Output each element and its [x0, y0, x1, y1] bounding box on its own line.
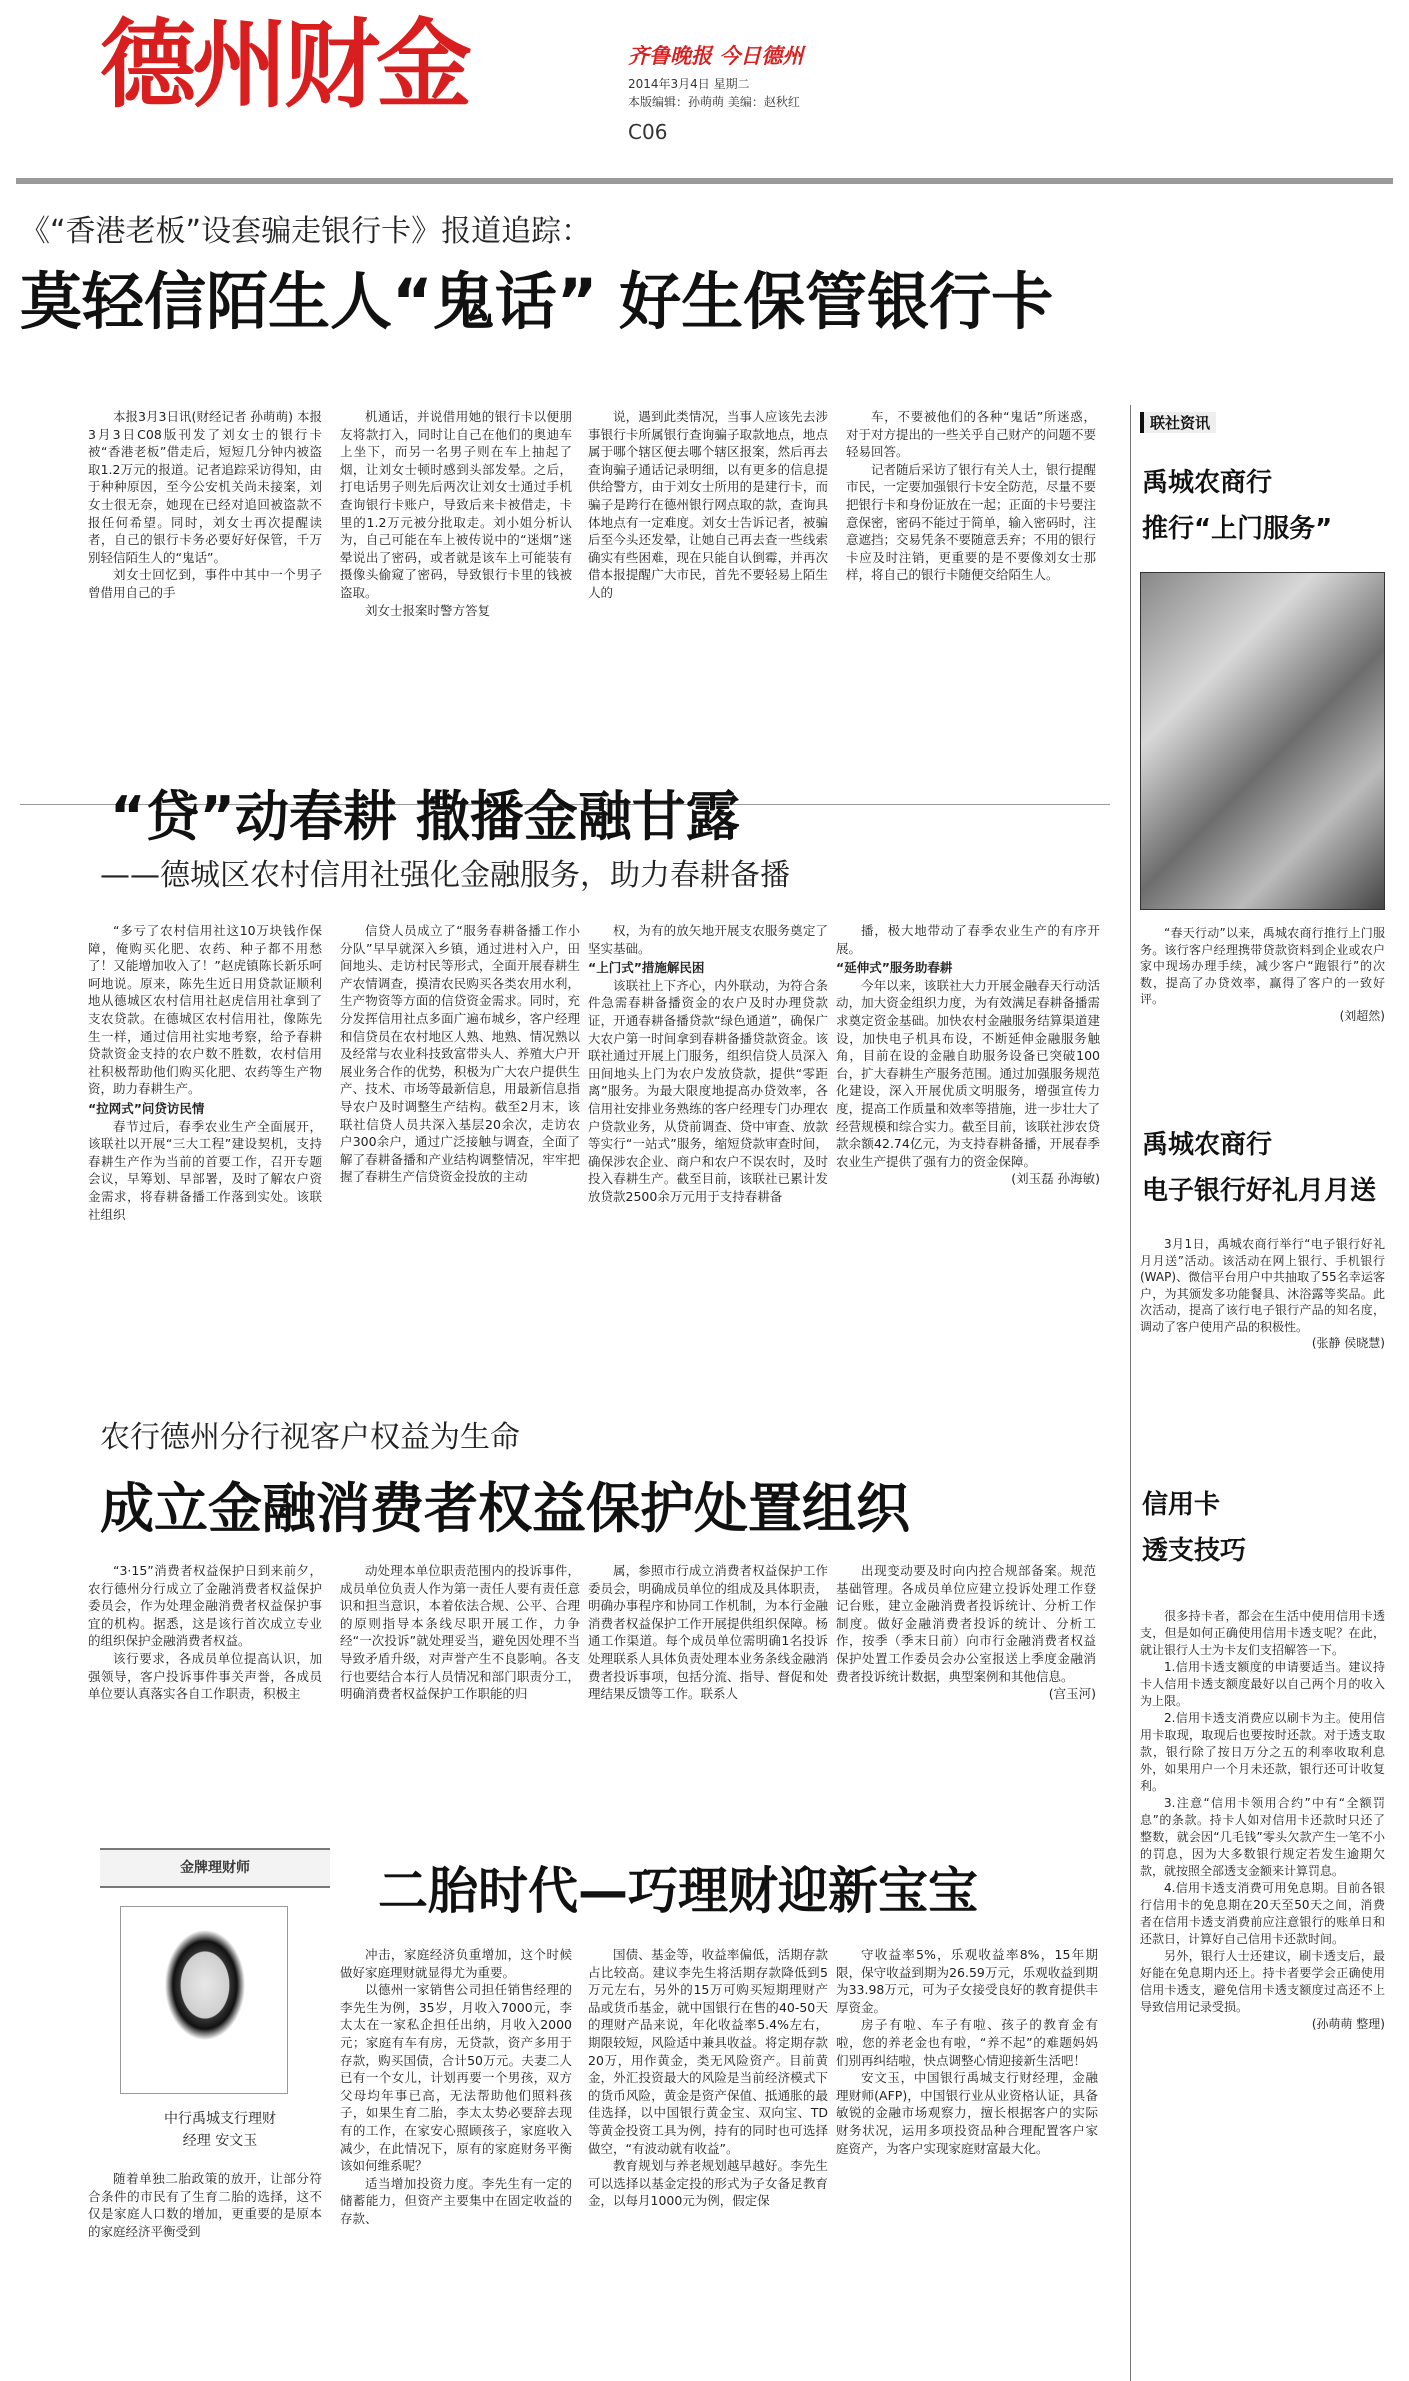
author-portrait: [120, 1906, 288, 2094]
article4-col3: 守收益率5%，乐观收益率8%，15年期限，保守收益到期为26.59万元，乐观收益到期为33.98万元，可为子女接受良好的教育提供丰厚资金。 房子有啦、车子有啦、孩子的教育金有啦，您的养老金也有啦，“养不起”的难题妈妈们别再纠结啦，快点调整心情迎接新生活吧！ 安文玉，中国银行禹城支行财经理，金融理财师(AFP)，中国银行业从业资格认证，具备敏锐的金融市场观察力，擅长根据客户的实际财务状况，运用多项投资品种合理配置客户家庭资产，为客户实现家庭财富最大化。: [836, 1947, 1098, 2156]
article2-col2: 信贷人员成立了“服务春耕备播工作小分队”早早就深入乡镇，通过进村入户，田间地头、走访村民等形式，全面开展春耕生产农情调查，摸清农民购买各类农用水利，生产物资等方面的信贷资金需求。同时，充分发挥信用社点多面广遍布城乡，客户经理和信贷员在农村地区人熟、地熟、情况熟以及经常与农业科技致富带头人、养殖大户开展业务合作的优势，积极为广大农户提供生产、技术、市场等最新信息，用最新信息指导农户及时调整生产结构。截至2月末，该联社信贷人员共深入基层20余次，走访农户300余户，通过广泛接触与调查，全面了解了春耕备播和产业结构调整情况，牢牢把握了春耕生产信贷资金投放的主动: [340, 923, 580, 1185]
masthead-title: 德州财金: [100, 8, 468, 121]
article3-col3: 属，参照市行成立消费者权益保护工作委员会，明确成员单位的组成及具体职责，明确办事程序和协同工作机制，为本行金融消费者权益保护工作开展提供组织保障。杨通工作渠道。每个成员单位需明确1名投诉处理联系人具体负责处理本业务条线金融消费者投诉事项，包括分流、指导、督促和处理结果反馈等工作。联系人: [588, 1563, 828, 1702]
article1-col1: 本报3月3日讯(财经记者 孙萌萌) 本报3月3日C08版刊发了刘女士的银行卡被“香港老板”借走后，短短几分钟内被盗取1.2万元的报道。记者追踪采访得知，由于种种原因，至今公安机关尚未接案，刘女士很无奈，她现在已经对追回被盗款不报任何希望。同时，刘女士再次提醒读者，自己的银行卡务必要好好保管，千万别轻信陌生人的“鬼话”。 刘女士回忆到，事件中其中一个男子曾借用自己的手: [88, 409, 322, 600]
column-banner: 金牌理财师: [100, 1848, 330, 1888]
editors-credit: 本版编辑：孙萌萌 美编：赵秋红: [628, 95, 800, 109]
sidebar-story1-title2: 推行“上门服务”: [1142, 514, 1333, 544]
article3-col1: “3·15”消费者权益保护日到来前夕，农行德州分行成立了金融消费者权益保护委员会，作为处理金融消费者权益保护事宜的机构。据悉，这是该行首次成立专业的组织保护金融消费者权益。 该行要求，各成员单位提高认识，加强领导，客户投诉事件事关声誉，各成员单位要认真落实各自工作职责，积极主: [88, 1563, 322, 1702]
article3-byline: (宫玉河): [1048, 1686, 1096, 1702]
newspaper-brand: 齐鲁晚报 今日德州: [628, 43, 804, 68]
article4-col2: 国债、基金等，收益率偏低，活期存款占比较高。建议李先生将活期存款降低到5万元左右，另外的15万可购买短期理财产品或货币基金，就中国银行在售的40-50天的理财产品来说，年化收益率5.4%左右，期限较短，风险适中兼具收益。将定期存款20万，用作黄金，类无风险资产。目前黄金，外汇投资最大的风险是当前经济模式下的货币风险，黄金是资产保值、抵通胀的最佳选择，以中国银行黄金宝、双向宝、TD等黄金投资工具为例，持有的同时也可选择做空，“有波动就有收益”。 教育规划与养老规划越早越好。李先生可以选择以基金定投的形式为子女备足教育金，以每月1000元为例，假定保: [588, 1947, 828, 2209]
article2-col4: 播，极大地带动了春季农业生产的有序开展。 “延伸式”服务助春耕 今年以来，该联社大力开展金融春天行动活动，加大资金组织力度，为有效满足春耕备播需求奠定资金基础。加快农村金融服务结算渠道建设，加快电子机具布设，不断延伸金融服务触角，目前在设的金融自助服务设备已突破100台，扩大春耕生产服务范围。通过加强服务规范化建设，深入开展优质文明服务，增强宣传力度，提高工作质量和效率等措施，进一步壮大了经营规模和综合实力。截至目前，该联社涉农贷款余额42.74亿元，为支持春耕备播，开展春季农业生产提供了强有力的资金保障。 (刘玉磊 孙海敏): [836, 923, 1100, 1187]
article4-col0: 随着单独二胎政策的放开，让部分符合条件的市民有了生育二胎的选择，这不仅是家庭人口数的增加，更重要的是原本的家庭经济平衡受到: [88, 2171, 322, 2239]
sidebar-tag: 联社资讯: [1140, 412, 1216, 433]
masthead-rule: [16, 178, 1393, 184]
article3-col2: 动处理本单位职责范围内的投诉事件，成员单位负责人作为第一责任人要有责任意识和担当意识，本着依法合规、公平、合理的原则指导本条线尽职开展工作，力争经“一次投诉”就处理妥当，避免因处理不当导致矛盾升级，对声誉产生不良影响。各支行也要结合本行人员情况和部门职责分工，明确消费者权益保护工作职能的归: [340, 1563, 580, 1702]
sidebar-story2-title2: 电子银行好礼月月送: [1142, 1176, 1377, 1206]
article1-col3: 说，遇到此类情况，当事人应该先去涉事银行卡所属银行查询骗子取款地点，地点属于哪个辖区便去哪个辖区报案，然后再去查询骗子通话记录明细，以有更多的信息提供给警方，由于刘女士所用的是建行卡，而骗子是跨行在德州银行网点取的款，查询具体地点有一定难度。刘女士告诉记者，被骗后至今头还发晕，让她自己再去查一些线索确实有些困难，现在只能自认倒霉，并再次借本报提醒广大市民，首先不要轻易上陌生人的: [588, 409, 828, 600]
article3-kicker: 农行德州分行视客户权益为生命: [100, 1420, 520, 1455]
sidebar-story1-title1: 禹城农商行: [1142, 468, 1273, 498]
sidebar-story2-title1: 禹城农商行: [1142, 1130, 1273, 1160]
article4-headline: 二胎时代—巧理财迎新宝宝: [378, 1862, 978, 1920]
article3-headline: 成立金融消费者权益保护处置组织: [100, 1477, 910, 1540]
sidebar-story3-title1: 信用卡: [1142, 1490, 1221, 1520]
portrait-caption: 中行禹城支行理财 经理 安文玉: [164, 2111, 276, 2149]
article1-kicker: 《“香港老板”设套骗走银行卡》报道追踪：: [20, 214, 592, 249]
sidebar-story2-body: 3月1日，禹城农商行举行“电子银行好礼月月送”活动。该活动在网上银行、手机银行(WAP)、微信平台用户中共抽取了55名幸运客户，为其颁发多功能餐具、沐浴露等奖品。此次活动，提高了该行电子银行产品的知名度，调动了客户使用产品的积极性。 (张静 侯晓慧): [1140, 1237, 1385, 1350]
article2-subhead: ——德城区农村信用社强化金融服务，助力春耕备播: [100, 858, 790, 893]
issue-date: 2014年3月4日 星期二: [628, 77, 750, 91]
sidebar-photo: [1140, 572, 1385, 910]
sidebar-story3-body: 很多持卡者，都会在生活中使用信用卡透支，但是如何正确使用信用卡透支呢？在此，就让银行人士为卡友们支招解答一下。 1.信用卡透支额度的申请要适当。建议持卡人信用卡透支额度最好以自己两个月的收入为上限。 2.信用卡透支消费应以刷卡为主。使用信用卡取现，取现后也要按时还款。对于透支取款，银行除了按日万分之五的利率收取利息外，如果用户一个月未还款，银行还可计收复利。 3.注意“信用卡领用合约”中有“全额罚息”的条款。持卡人如对信用卡还款时只还了整数，就会因“几毛钱”零头欠款产生一笔不小的罚息，因为大多数银行规定若发生逾期欠款，就按照全部透支金额来计算罚息。 4.信用卡透支消费可用免息期。目前各银行信用卡的免息期在20天至50天之间，消费者在信用卡透支消费前应注意银行的账单日和还款日，计算好自己信用卡还款时间。 另外，银行人士还建议，刷卡透支后，最好能在免息期内还上。持卡者要学会正确使用信用卡透支，避免信用卡透支额度过高还不上导致信用记录受损。 (孙萌萌 整理): [1140, 1609, 1385, 2031]
article2-col1: “多亏了农村信用社这10万块钱作保障，俺购买化肥、农药、种子都不用愁了！又能增加收入了！”赵虎镇陈长新乐呵呵地说。原来，陈先生近日用贷款证顺利地从德城区农村信用社赵虎信用社拿到了支农贷款。在德城区农村信用社，像陈先生一样，通过信用社实地考察，给予春耕贷款资金支持的农户数不胜数，农村信用社积极帮助他们购买化肥、农药等生产物资，助力春耕生产。 “拉网式”问贷访民情 春节过后，春季农业生产全面展开，该联社以开展“三大工程”建设契机，支持春耕生产作为当前的首要工作，召开专题会议，早筹划、早部署，及时了解农户资金需求，将春耕备播工作落到实处。该联社组织: [88, 923, 322, 1222]
article1-col4: 车，不要被他们的各种“鬼话”所迷惑，对于对方提出的一些关乎自己财产的问题不要轻易回答。 记者随后采访了银行有关人士，银行提醒市民，一定要加强银行卡安全防范，尽量不要把银行卡和身份证放在一起；正面的卡号要注意保密，密码不能过于简单，输入密码时，注意遮挡；交易凭条不要随意丢弃；不用的银行卡应及时注销，更重要的是不要像刘女士那样，将自己的银行卡随便交给陌生人。: [846, 409, 1096, 583]
article1-headline: 莫轻信陌生人“鬼话” 好生保管银行卡: [20, 265, 1054, 338]
article4-col1: 冲击，家庭经济负重增加，这个时候做好家庭理财就显得尤为重要。 以德州一家销售公司担任销售经理的李先生为例，35岁，月收入7000元，李太太在一家私企担任出纳，月收入2000元；家庭有车有房，无贷款，资产多用于存款，购买国债，合计50万元。夫妻二人已有一个女儿，计划再要一个男孩，双方父母均年事已高，无法帮助他们照料孩子，如果生育二胎，李太太势必要辞去现有的工作，在家安心照顾孩子，家庭收入减少，在此情况下，原有的家庭财务平衡该如何维系呢？ 适当增加投资力度。李先生有一定的储蓄能力，但资产主要集中在固定收益的存款、: [340, 1947, 572, 2226]
page-number: C06: [628, 120, 668, 144]
sidebar-story1-body: “春天行动”以来，禹城农商行推行上门服务。该行客户经理携带贷款资料到企业或农户家中现场办理手续，减少客户“跑银行”的次数，提高了办贷效率，赢得了客户的一致好评。 (刘超然): [1140, 926, 1385, 1023]
sidebar-story3-title2: 透支技巧: [1142, 1536, 1247, 1566]
article2-byline: (刘玉磊 孙海敏): [1011, 1171, 1100, 1187]
article3-col4: 出现变动要及时向内控合规部备案。规范基础管理。各成员单位应建立投诉处理工作登记台账，建立金融消费者投诉统计、分析工作制度。做好金融消费者投诉的统计、分析工作，按季（季末日前）向市行金融消费者权益保护处置工作委员会办公室报送上季度金融消费者投诉统计数据，典型案例和其他信息。 (宫玉河): [836, 1563, 1096, 1702]
article1-col2: 机通话，并说借用她的银行卡以便朋友将款打入，同时让自己在他们的奥迪车上坐下，而另一名男子则在车上抽起了烟，让刘女士顿时感到头部发晕。之后，打电话男子则先后两次让刘女士通过手机查询银行卡账户，导致后来卡被借走，卡里的1.2万元被分批取走。刘小姐分析认为，自己可能在车上被传说中的“迷烟”迷晕说出了密码，或者就是该车上可能装有摄像头偷窥了密码，导致银行卡里的钱被盗取。 刘女士报案时警方答复: [340, 409, 572, 618]
article2-col3: 权，为有的放矢地开展支农服务奠定了坚实基础。 “上门式”措施解民困 该联社上下齐心，内外联动，为符合条件急需春耕备播资金的农户及时办理贷款证，开通春耕备播贷款“绿色通道”，确保广大农户第一时间拿到春耕备播贷款资金。该联社通过开展上门服务，组织信贷人员深入田间地头上门为农户发放贷款，提供“零距离”服务。为最大限度地提高办贷效率，各信用社安排业务熟练的客户经理专门办理农户贷款业务，从贷前调查、贷中审查、放款等实行“一站式”服务，缩短贷款审查时间，确保涉农企业、商户和农户不误农时，及时投入春耕生产。截至目前，该联社已累计发放贷款2500余万元用于支持春耕备: [588, 923, 828, 1204]
article2-headline: “贷”动春耕 撒播金融甘露: [110, 785, 740, 848]
